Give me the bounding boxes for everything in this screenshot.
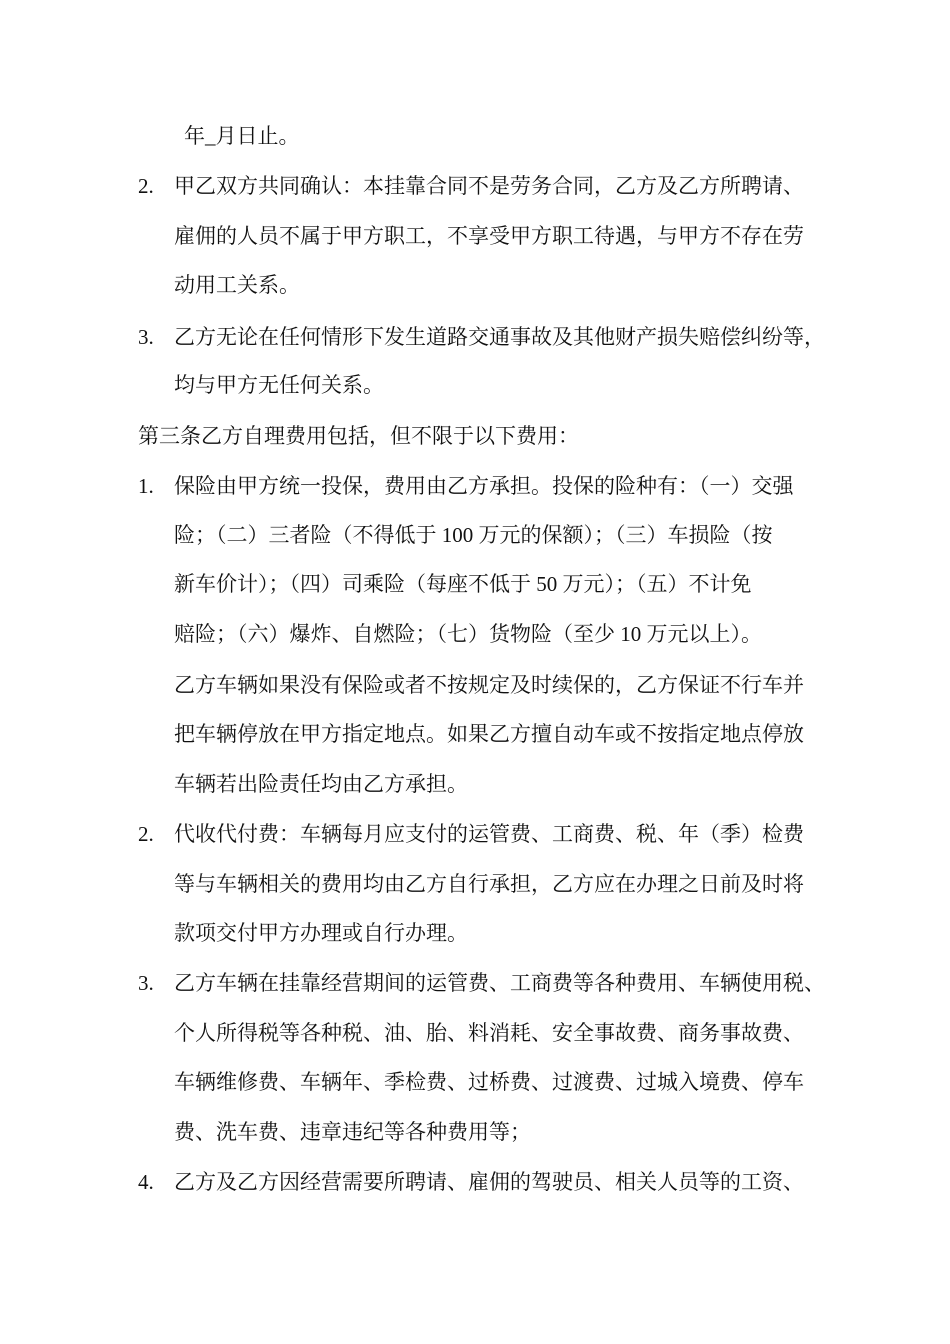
list-item-line: 等与车辆相关的费用均由乙方自行承担，乙方应在办理之日前及时将 — [174, 872, 804, 896]
list-number: 4. — [138, 1170, 154, 1194]
list-item-line: 保险由甲方统一投保，费用由乙方承担。投保的险种有：（一）交强 — [174, 474, 794, 498]
list-item-line: 车辆维修费、车辆年、季检费、过桥费、过渡费、过城入境费、停车 — [174, 1070, 804, 1094]
list-item-line: 甲乙双方共同确认：本挂靠合同不是劳务合同，乙方及乙方所聘请、 — [174, 174, 804, 198]
list-item-line: 把车辆停放在甲方指定地点。如果乙方擅自动车或不按指定地点停放 — [174, 722, 804, 746]
list-item-line: 款项交付甲方办理或自行办理。 — [174, 921, 468, 945]
list-number: 2. — [138, 174, 154, 198]
list-item-line: 雇佣的人员不属于甲方职工，不享受甲方职工待遇，与甲方不存在劳 — [174, 224, 804, 248]
list-number: 1. — [138, 474, 154, 498]
list-item-line: 均与甲方无任何关系。 — [174, 373, 384, 397]
list-number: 3. — [138, 971, 154, 995]
list-item-line: 险；（二）三者险（不得低于 100 万元的保额）；（三）车损险（按 — [174, 523, 773, 547]
list-item-line: 乙方车辆如果没有保险或者不按规定及时续保的，乙方保证不行车并 — [174, 673, 804, 697]
list-item-line: 乙方车辆在挂靠经营期间的运管费、工商费等各种费用、车辆使用税、 — [174, 971, 825, 995]
list-number: 3. — [138, 325, 154, 349]
list-item-line: 费、洗车费、违章违纪等各种费用等； — [174, 1120, 531, 1144]
list-item-line: 新车价计）；（四）司乘险（每座不低于 50 万元）；（五）不计免 — [174, 572, 752, 596]
list-item-line: 代收代付费：车辆每月应支付的运管费、工商费、税、年（季）检费 — [174, 822, 804, 846]
list-item-line: 动用工关系。 — [174, 273, 300, 297]
list-item-line: 个人所得税等各种税、油、胎、料消耗、安全事故费、商务事故费、 — [174, 1021, 804, 1045]
list-item-line: 乙方无论在任何情形下发生道路交通事故及其他财产损失赔偿纠纷等， — [174, 325, 825, 349]
list-number: 2. — [138, 822, 154, 846]
continuation-line: 年_月日止。 — [184, 124, 300, 148]
section-heading: 第三条乙方自理费用包括，但不限于以下费用： — [138, 424, 579, 448]
list-item-line: 赔险；（六）爆炸、自燃险；（七）货物险（至少 10 万元以上）。 — [174, 622, 762, 646]
list-item-line: 乙方及乙方因经营需要所聘请、雇佣的驾驶员、相关人员等的工资、 — [174, 1170, 804, 1194]
list-item-line: 车辆若出险责任均由乙方承担。 — [174, 772, 468, 796]
